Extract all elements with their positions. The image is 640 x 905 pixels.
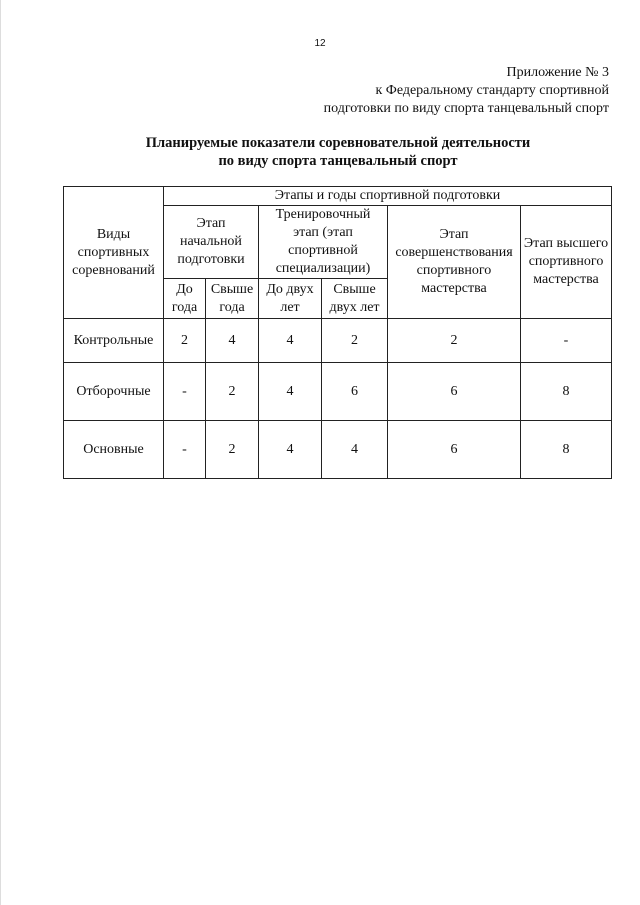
table-cell: 4	[259, 421, 322, 479]
table-cell: -	[521, 319, 612, 363]
corner-header: Виды спортивных соревнований	[64, 187, 164, 319]
table-cell: 2	[388, 319, 521, 363]
table-cell: 6	[388, 421, 521, 479]
subheader-up-to-two-years: До двух лет	[259, 279, 322, 319]
table-cell: -	[164, 363, 206, 421]
table-cell: 2	[206, 421, 259, 479]
appendix-line-1: Приложение № 3	[506, 65, 609, 80]
table-cell: 4	[259, 363, 322, 421]
subheader-over-two-years: Свыше двух лет	[322, 279, 388, 319]
table-cell: 8	[521, 421, 612, 479]
table-cell: 2	[206, 363, 259, 421]
table-row	[64, 319, 612, 363]
subheader-up-to-year: До года	[164, 279, 206, 319]
appendix-line-3: подготовки по виду спорта танцевальный спорт	[323, 101, 609, 116]
row-label: Основные	[64, 421, 164, 479]
table-cell: 6	[322, 363, 388, 421]
row-label: Контрольные	[64, 319, 164, 363]
table-row	[64, 363, 612, 421]
row-label: Отборочные	[64, 363, 164, 421]
appendix-line-2: к Федеральному стандарту спортивной	[375, 83, 609, 98]
stage-improvement-header: Этап совершенствования спортивного мастерства	[388, 206, 521, 319]
table-cell: 4	[259, 319, 322, 363]
table-cell: 4	[206, 319, 259, 363]
table-cell: 8	[521, 363, 612, 421]
subheader-over-year: Свыше года	[206, 279, 259, 319]
stage-higher-header: Этап высшего спортивного мастерства	[521, 206, 612, 319]
table-cell: 2	[164, 319, 206, 363]
title-line-2: по виду спорта танцевальный спорт	[218, 153, 458, 169]
table-cell: 4	[322, 421, 388, 479]
table-row	[64, 421, 612, 479]
document-title	[0, 134, 640, 170]
indicators-table	[63, 186, 612, 479]
table-cell: -	[164, 421, 206, 479]
table-cell: 2	[322, 319, 388, 363]
stage-training-header: Тренировочный этап (этап спортивной специализации)	[259, 206, 388, 279]
page-number: 12	[314, 38, 326, 49]
appendix-reference	[324, 64, 609, 118]
title-line-1: Планируемые показатели соревновательной деятельности	[145, 135, 531, 151]
group-header: Этапы и годы спортивной подготовки	[164, 187, 612, 206]
stage-initial-header: Этап начальной подготовки	[164, 206, 259, 279]
table-cell: 6	[388, 363, 521, 421]
